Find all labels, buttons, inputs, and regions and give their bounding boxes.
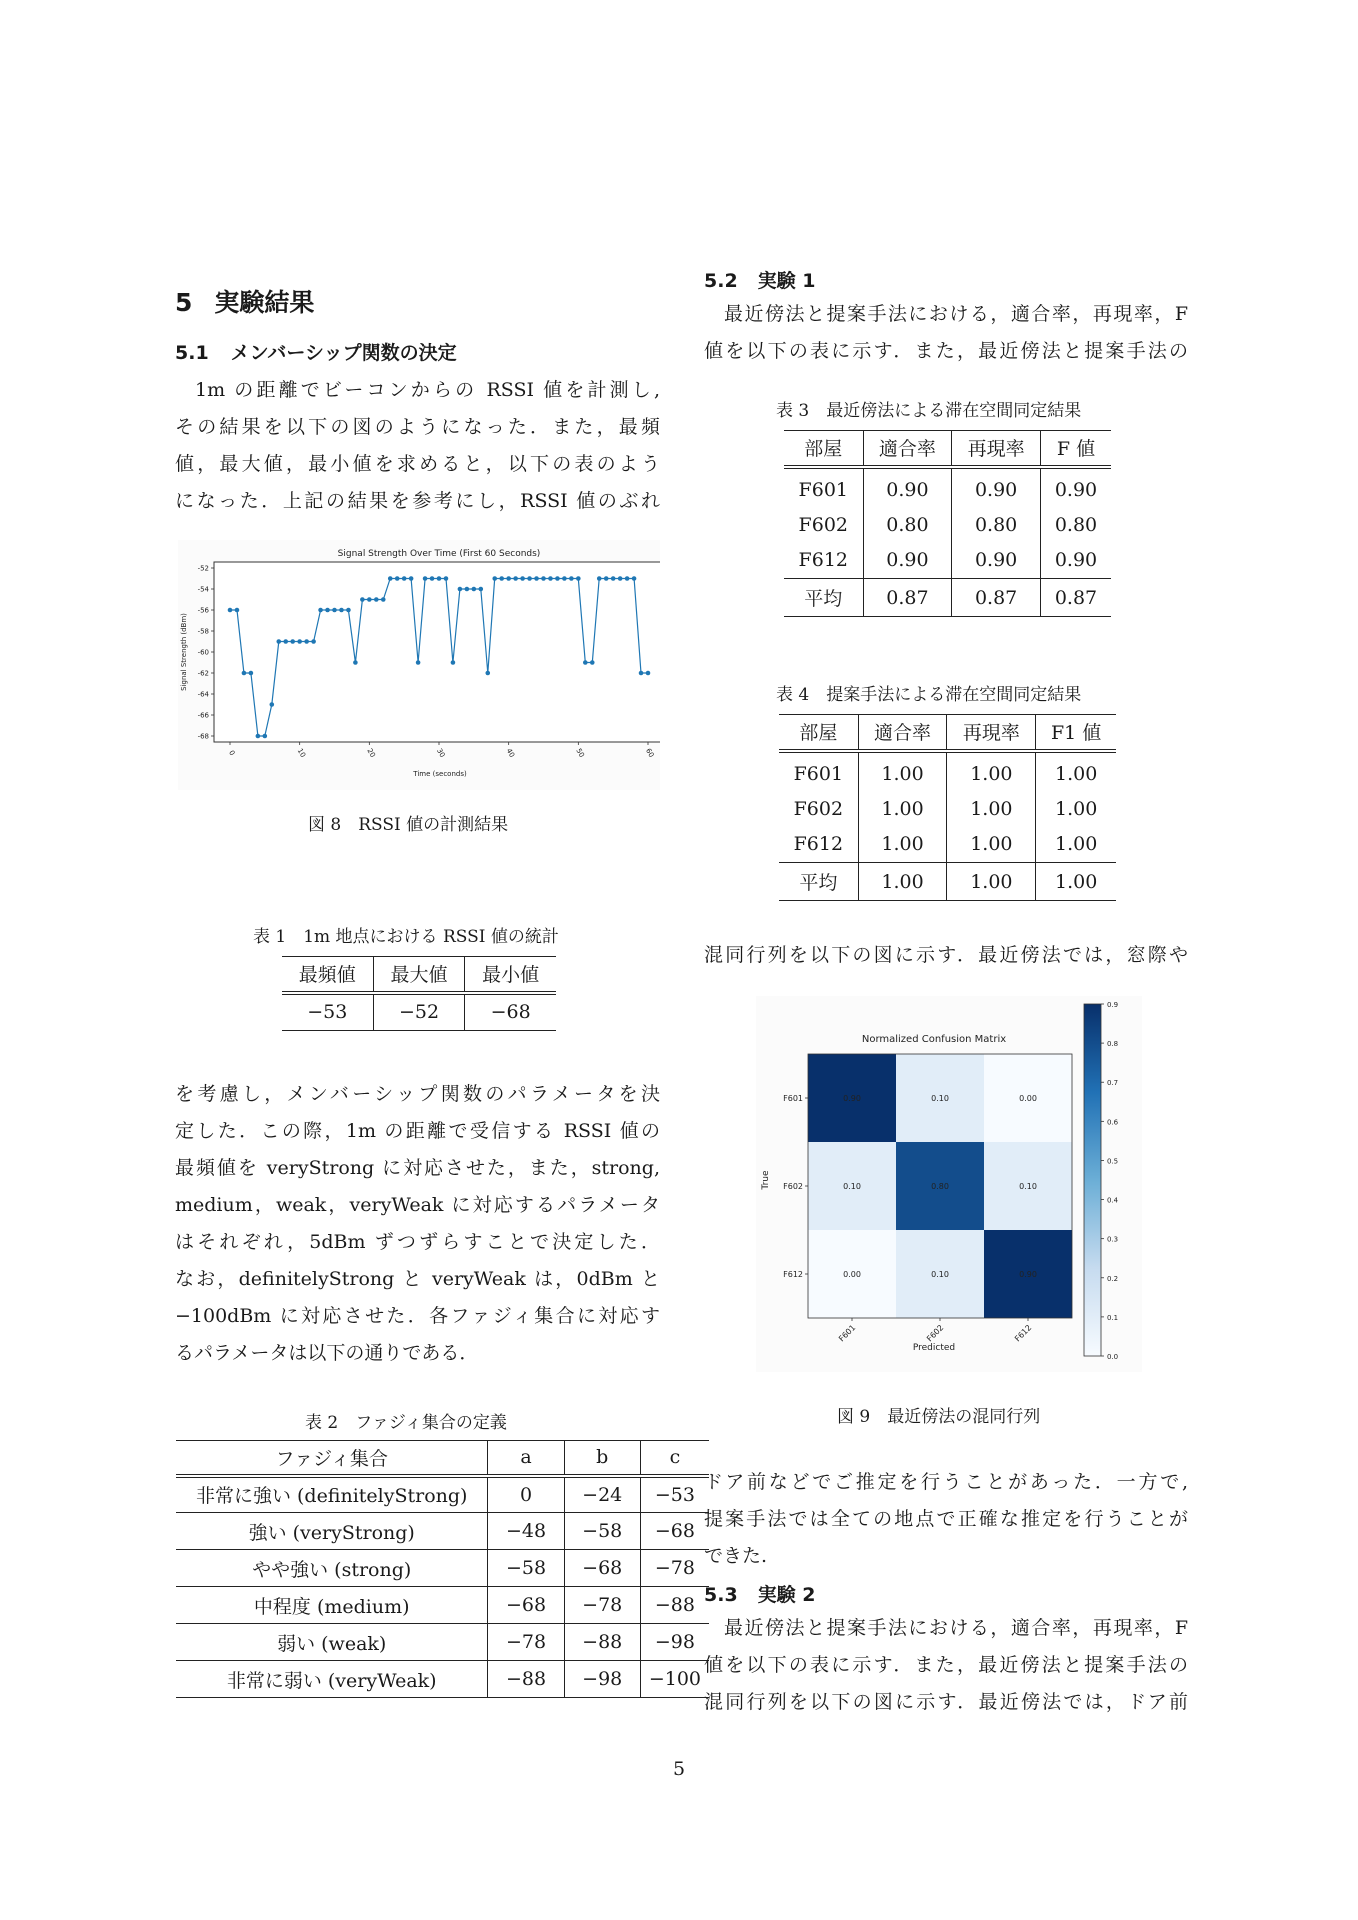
y-tick-label: -66: [197, 711, 209, 720]
table-cell: −52: [373, 993, 465, 1031]
table-cell: 1.00: [858, 751, 947, 791]
data-point: [458, 587, 463, 592]
paragraph-6: [704, 1610, 1188, 1721]
data-point: [235, 608, 240, 613]
x-tick-label: 30: [435, 747, 447, 759]
data-point: [513, 576, 518, 581]
data-point: [541, 576, 546, 581]
data-point: [548, 576, 553, 581]
chart-title: Signal Strength Over Time (First 60 Seconds): [337, 549, 541, 559]
table-cell: F612: [793, 833, 844, 856]
section-title: 実験結果: [214, 288, 315, 317]
table-cell: −58: [564, 1513, 640, 1550]
table-cell: 0.87: [1040, 579, 1111, 617]
table-header-cell: 部屋: [779, 715, 858, 751]
data-point: [520, 576, 525, 581]
text-line: ドア前などでご推定を行うことがあった．一方で,: [704, 1471, 1188, 1493]
figure-8-caption: 図 8 RSSI 値の計測結果: [308, 815, 509, 835]
data-point: [311, 639, 316, 644]
colorbar-tick-label: 0.2: [1107, 1274, 1119, 1283]
table-header-cell: F1 値: [1036, 715, 1116, 751]
table-cell: 0.87: [952, 579, 1041, 617]
data-point: [437, 576, 442, 581]
data-point: [290, 639, 295, 644]
subsection-number: 5.1: [175, 342, 209, 364]
data-point: [318, 608, 323, 613]
colorbar-tick-label: 0.0: [1107, 1353, 1119, 1361]
page-number: 5: [672, 1758, 686, 1780]
table-cell: 0.90: [952, 543, 1041, 579]
data-point: [611, 576, 616, 581]
data-point: [534, 576, 539, 581]
y-axis-label: True: [761, 1170, 771, 1190]
y-tick-label: F602: [783, 1182, 803, 1191]
data-point: [346, 608, 351, 613]
table-cell: F602: [793, 797, 844, 820]
table-cell: 1.00: [1036, 863, 1116, 901]
text-line: 最頻値を veryStrong に対応させた，また，strong,: [175, 1157, 660, 1179]
colorbar-tick-label: 0.3: [1107, 1235, 1119, 1244]
data-point: [555, 576, 560, 581]
y-tick-label: -56: [197, 606, 209, 615]
table-header-cell: a: [488, 1441, 564, 1476]
data-point: [263, 734, 268, 739]
table-cell: F601: [784, 467, 863, 507]
subsection-heading-5-2: [704, 266, 816, 293]
subsection-heading-5-1: [175, 338, 457, 365]
table-cell: 0.90: [1040, 543, 1111, 579]
subsection-number: 5.3: [704, 1584, 738, 1606]
table-cell: −78: [640, 1550, 709, 1587]
data-point: [590, 660, 595, 665]
data-point: [499, 576, 504, 581]
data-point: [632, 576, 637, 581]
table-cell: 0.80: [952, 507, 1041, 543]
x-axis-label: Predicted: [912, 1343, 956, 1353]
table-row: [176, 1661, 709, 1698]
table-3: [784, 430, 1111, 617]
data-point: [297, 639, 302, 644]
table-cell: −98: [564, 1661, 640, 1698]
text-line: なお，definitelyStrong と veryWeak は，0dBm と: [175, 1268, 660, 1290]
figure-9-caption: 図 9 最近傍法の混同行列: [837, 1407, 1041, 1427]
table-cell: 0.90: [863, 543, 952, 579]
table-row: [779, 751, 1116, 791]
data-point: [569, 576, 574, 581]
table-cell: 0.90: [863, 467, 952, 507]
table-cell: −53: [640, 1476, 709, 1513]
table-cell: −68: [465, 993, 556, 1031]
table-cell: 1.00: [1036, 791, 1116, 827]
table-cell: 0.90: [952, 467, 1041, 507]
table-header-cell: 適合率: [863, 431, 952, 467]
table-header-cell: 再現率: [947, 715, 1036, 751]
data-point: [604, 576, 609, 581]
data-point: [360, 597, 365, 602]
x-tick-label: 60: [644, 747, 656, 759]
table-header-cell: ファジィ集合: [176, 1441, 488, 1476]
data-point: [423, 576, 428, 581]
table-average-row: [779, 863, 1116, 901]
colorbar-tick-label: 0.8: [1107, 1040, 1119, 1049]
table-3-caption: 表 3 最近傍法による滞在空間同定結果: [776, 401, 1082, 421]
paragraph-4: [704, 937, 1188, 974]
x-tick-label: 10: [295, 747, 308, 759]
cell-label: 0.10: [1019, 1182, 1037, 1191]
text-line: medium，weak，veryWeak に対応するパラメータ: [175, 1194, 660, 1216]
y-tick-label: -54: [197, 585, 209, 594]
cell-label: 0.80: [931, 1182, 949, 1191]
table-row: [784, 543, 1111, 579]
data-point: [409, 576, 414, 581]
text-line: るパラメータは以下の通りである．: [175, 1342, 479, 1364]
data-point: [228, 608, 233, 613]
table-cell: 0.87: [863, 579, 952, 617]
table-cell: 0: [488, 1476, 564, 1513]
table-cell: −100: [640, 1661, 709, 1698]
table-cell: 0.80: [863, 507, 952, 543]
cell-label: 0.10: [843, 1182, 861, 1191]
data-point: [583, 660, 588, 665]
table-header-cell: 最小値: [465, 957, 556, 993]
paragraph-1: [175, 372, 660, 520]
data-point: [639, 671, 644, 676]
colorbar-tick-label: 0.5: [1107, 1157, 1119, 1166]
colorbar-tick-label: 0.1: [1107, 1313, 1119, 1322]
table-cell: −68: [488, 1587, 564, 1624]
text-line: 提案手法では全ての地点で正確な推定を行うことが: [704, 1508, 1188, 1530]
y-tick-label: -68: [197, 732, 209, 741]
y-axis-label: Signal Strength (dBm): [180, 613, 188, 691]
subsection-number: 5.2: [704, 270, 738, 292]
cell-label: 0.00: [843, 1270, 861, 1279]
data-point: [339, 608, 344, 613]
text-line: を考慮し，メンバーシップ関数のパラメータを決: [175, 1083, 660, 1105]
data-point: [444, 576, 449, 581]
table-1: [282, 956, 556, 1031]
table-cell: −78: [488, 1624, 564, 1661]
data-point: [527, 576, 532, 581]
table-average-row: [784, 579, 1111, 617]
table-cell: 強い (veryStrong): [176, 1513, 488, 1550]
table-cell: 1.00: [947, 791, 1036, 827]
text-line: できた.: [704, 1545, 768, 1567]
text-line: 最近傍法と提案手法における，適合率，再現率，F: [724, 1617, 1188, 1639]
table-cell: 1.00: [947, 751, 1036, 791]
table-cell: 1.00: [947, 863, 1036, 901]
section-number: 5: [175, 288, 193, 317]
x-tick-label: 40: [504, 747, 517, 759]
text-line: 定した．この際，1m の距離で受信する RSSI 値の: [175, 1120, 660, 1142]
colorbar-tick-label: 0.7: [1107, 1079, 1119, 1088]
data-point: [283, 639, 288, 644]
data-point: [492, 576, 497, 581]
x-tick-label: F612: [1012, 1323, 1034, 1344]
text-line: その結果を以下の図のようになった．また，最頻: [175, 416, 660, 438]
x-tick-label: F602: [924, 1323, 946, 1344]
table-2-caption: 表 2 ファジィ集合の定義: [305, 1413, 507, 1433]
text-line: になった．上記の結果を参考にし，RSSI 値のぶれ: [175, 490, 660, 512]
data-point: [353, 660, 358, 665]
data-point: [374, 597, 379, 602]
data-point: [270, 702, 275, 707]
table-row: [176, 1624, 709, 1661]
x-tick-label: 50: [574, 747, 586, 759]
table-cell: −88: [640, 1587, 709, 1624]
table-cell: −68: [640, 1513, 709, 1550]
table-cell: −98: [640, 1624, 709, 1661]
section-heading: [175, 283, 314, 319]
data-point: [367, 597, 372, 602]
data-point: [465, 587, 470, 592]
text-line: 最近傍法と提案手法における，適合率，再現率，F: [724, 303, 1188, 325]
data-point: [332, 608, 337, 613]
table-header-cell: F 値: [1040, 431, 1111, 467]
cell-label: 0.10: [931, 1270, 949, 1279]
y-tick-label: -60: [197, 648, 209, 657]
data-point: [325, 608, 330, 613]
paragraph-3: [704, 296, 1188, 370]
table-cell: F602: [798, 513, 848, 536]
table-cell: −58: [488, 1550, 564, 1587]
x-tick-label: 20: [365, 747, 377, 759]
table-cell: −78: [564, 1587, 640, 1624]
text-line: 値を以下の表に示す．また，最近傍法と提案手法の: [704, 340, 1188, 362]
table-cell: 弱い (weak): [176, 1624, 488, 1661]
table-row: [784, 467, 1111, 507]
table-cell: 0.90: [1040, 467, 1111, 507]
table-cell: 1.00: [858, 791, 947, 827]
table-cell: 平均: [779, 863, 858, 901]
subsection-title: メンバーシップ関数の決定: [230, 342, 457, 364]
x-tick-label: F601: [836, 1323, 858, 1344]
table-row: [176, 1587, 709, 1624]
cell-label: 0.10: [931, 1094, 949, 1103]
cell-label: 0.00: [1019, 1094, 1037, 1103]
table-row: [784, 507, 1111, 543]
data-point: [479, 587, 484, 592]
confusion-matrix-heatmap: [756, 996, 1142, 1372]
text-line: 1m の距離でビーコンからの RSSI 値を計測し,: [195, 379, 660, 401]
data-point: [451, 660, 456, 665]
table-header-cell: 最大値: [373, 957, 465, 993]
heatmap-title: Normalized Confusion Matrix: [861, 1034, 1007, 1045]
data-point: [242, 671, 247, 676]
table-cell: 0.80: [1040, 507, 1111, 543]
table-cell: −53: [282, 993, 373, 1031]
data-point: [416, 660, 421, 665]
data-point: [304, 639, 309, 644]
table-cell: −24: [564, 1476, 640, 1513]
y-tick-label: F601: [783, 1094, 803, 1103]
data-point: [249, 671, 254, 676]
text-line: はそれぞれ，5dBm ずつずらすことで決定した．: [175, 1231, 660, 1253]
data-point: [472, 587, 477, 592]
data-point: [402, 576, 407, 581]
data-point: [618, 576, 623, 581]
table-header-cell: c: [640, 1441, 709, 1476]
data-point: [597, 576, 602, 581]
y-tick-label: -62: [197, 669, 209, 678]
table-2: [176, 1440, 709, 1698]
data-point: [430, 576, 435, 581]
colorbar-tick-label: 0.6: [1107, 1118, 1119, 1127]
table-cell: F601: [779, 751, 858, 791]
data-point: [576, 576, 581, 581]
cell-label: 0.90: [1019, 1270, 1037, 1279]
colorbar: [1084, 1004, 1101, 1356]
text-line: 値を以下の表に示す．また，最近傍法と提案手法の: [704, 1654, 1188, 1676]
table-header-cell: 部屋: [784, 431, 863, 467]
table-cell: 平均: [784, 579, 863, 617]
table-4: [779, 714, 1116, 901]
subsection-heading-5-3: [704, 1580, 816, 1607]
subsection-title: 実験 2: [757, 1584, 816, 1606]
table-cell: 1.00: [1036, 827, 1116, 863]
table-header-cell: 再現率: [952, 431, 1041, 467]
data-point: [562, 576, 567, 581]
colorbar-tick-label: 0.9: [1107, 1001, 1119, 1009]
data-point: [625, 576, 630, 581]
data-point: [256, 734, 261, 739]
x-axis-label: Time (seconds): [413, 770, 467, 778]
y-tick-label: -58: [197, 627, 209, 636]
table-cell: 非常に弱い (veryWeak): [176, 1661, 488, 1698]
table-cell: −88: [564, 1624, 640, 1661]
data-point: [276, 639, 281, 644]
table-cell: 1.00: [858, 863, 947, 901]
cell-label: 0.90: [843, 1094, 861, 1103]
table-header-cell: b: [564, 1441, 640, 1476]
colorbar-tick-label: 0.4: [1107, 1196, 1119, 1205]
table-1-caption: 表 1 1m 地点における RSSI 値の統計: [253, 927, 559, 947]
table-row: [176, 1476, 709, 1513]
data-point: [381, 597, 386, 602]
table-cell: −68: [564, 1550, 640, 1587]
table-cell: 1.00: [947, 827, 1036, 863]
table-header-cell: 適合率: [858, 715, 947, 751]
table-cell: −48: [488, 1513, 564, 1550]
x-tick-label: 0: [227, 749, 237, 757]
table-cell: −88: [488, 1661, 564, 1698]
table-row: [779, 827, 1116, 863]
y-tick-label: -64: [197, 690, 209, 699]
table-header-cell: 最頻値: [282, 957, 373, 993]
table-cell: 中程度 (medium): [176, 1587, 488, 1624]
table-row: [176, 1513, 709, 1550]
table-row: [176, 1550, 709, 1587]
data-point: [646, 671, 651, 676]
table-row: [779, 791, 1116, 827]
table-cell: 非常に強い (definitelyStrong): [176, 1476, 488, 1513]
y-tick-label: F612: [783, 1270, 803, 1279]
table-cell: 1.00: [858, 827, 947, 863]
text-line: 混同行列を以下の図に示す．最近傍法では，窓際や: [704, 944, 1188, 966]
text-line: 値，最大値，最小値を求めると，以下の表のよう: [175, 453, 660, 475]
data-point: [506, 576, 511, 581]
paragraph-5: [704, 1464, 1188, 1575]
data-point: [485, 671, 490, 676]
table-cell: F612: [798, 549, 848, 572]
table-4-caption: 表 4 提案手法による滞在空間同定結果: [776, 685, 1082, 705]
text-line: −100dBm に対応させた．各ファジィ集合に対応す: [175, 1305, 660, 1327]
text-line: 混同行列を以下の図に示す．最近傍法では，ドア前: [704, 1691, 1188, 1713]
table-cell: やや強い (strong): [176, 1550, 488, 1587]
data-point: [388, 576, 393, 581]
table-cell: 1.00: [1036, 751, 1116, 791]
paragraph-2: [175, 1076, 660, 1372]
subsection-title: 実験 1: [757, 270, 816, 292]
rssi-line-chart: [178, 540, 660, 790]
data-point: [395, 576, 400, 581]
y-tick-label: -52: [197, 564, 209, 573]
